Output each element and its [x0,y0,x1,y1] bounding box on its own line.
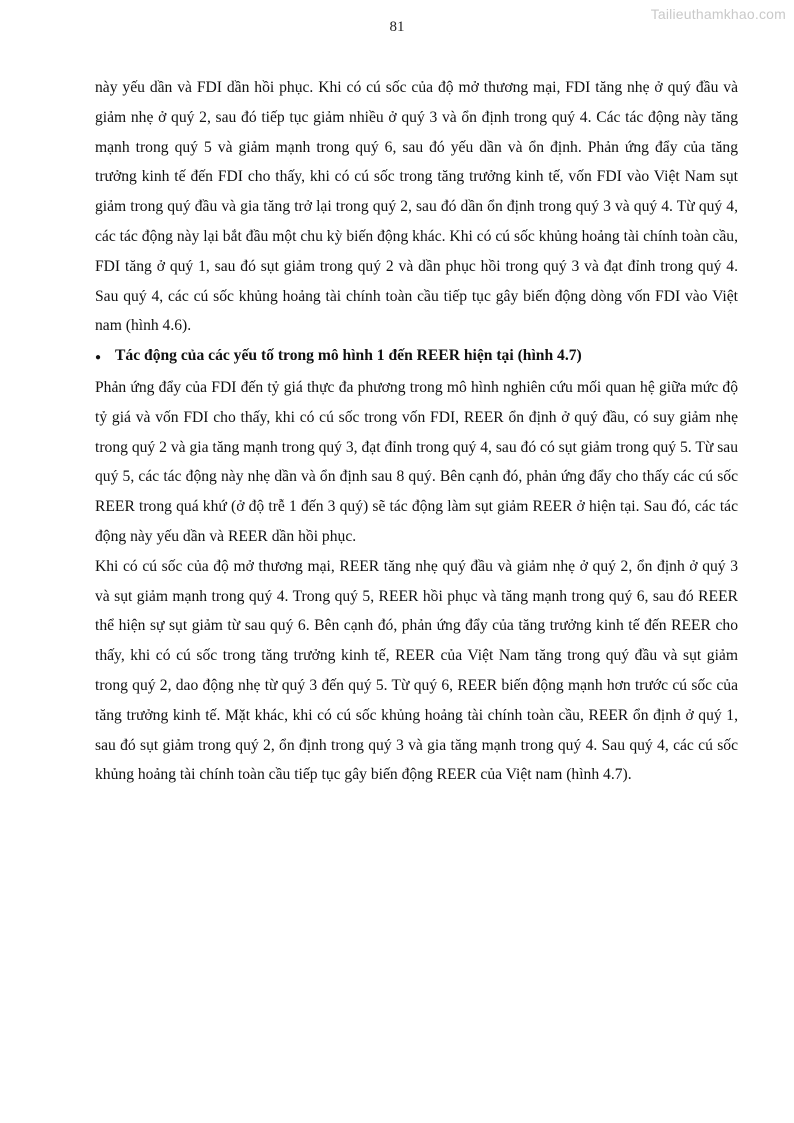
bullet-heading-text: Tác động của các yếu tố trong mô hình 1 đến REER hiện tại (hình 4.7) [115,347,582,365]
paragraph-reer-fdi-response: Phản ứng đẩy của FDI đến tỷ giá thực đa phương trong mô hình nghiên cứu mối quan hệ giữa mức độ tỷ giá và vốn FDI cho thấy, khi có cú sốc trong vốn FDI, REER ổn định ở quý đầu, có suy giảm nhẹ trong quý 2 và gia tăng mạnh trong quý 3, đạt đỉnh trong quý 4, sau đó có sụt giảm trong quý 5. Từ sau quý 5, các tác động này nhẹ dần và ổn định sau 8 quý. Bên cạnh đó, phản ứng đẩy cho thấy các cú sốc REER trong quá khứ (ở độ trễ 1 đến 3 quý) sẽ tác động làm sụt giảm REER ở hiện tại. Sau đó, các tác động này yếu dần và REER dần hồi phục. [95,378,738,545]
watermark-text: Tailieuthamkhao.com [650,6,786,22]
document-body [95,73,738,790]
paragraph-fdi-responses: này yếu dần và FDI dần hồi phục. Khi có cú sốc của độ mở thương mại, FDI tăng nhẹ ở quý đầu và giảm nhẹ ở quý 2, sau đó tiếp tục giảm nhiều ở quý 3 và ổn định trong quý 4. Các tác động này tăng mạnh trong quý 5 và giảm mạnh trong quý 6, sau đó yếu dần và ổn định. Phản ứng đẩy của tăng trưởng kinh tế đến FDI cho thấy, khi có cú sốc trong tăng trưởng kinh tế, vốn FDI vào Việt Nam sụt giảm trong quý đầu và gia tăng trở lại trong quý 2, sau đó dần ổn định trong quý 3 và quý 4. Từ quý 4, các tác động này lại bắt đầu một chu kỳ biến động khác. Khi có cú sốc khủng hoảng tài chính toàn cầu, FDI tăng ở quý 1, sau đó sụt giảm trong quý 2 và dần phục hồi trong quý 3 và đạt đỉnh trong quý 4. Sau quý 4, các cú sốc khủng hoảng tài chính toàn cầu tiếp tục gây biến động dòng vốn FDI vào Việt nam (hình 4.6). [95,79,738,335]
page-number: 81 [389,19,405,35]
bullet-dot-icon: ● [95,352,102,364]
section-bullet-heading [95,341,738,373]
paragraph-reer-trade-growth-crisis: Khi có cú sốc của độ mở thương mại, REER tăng nhẹ quý đầu và giảm nhẹ ở quý 2, ổn định ở quý 3 và sụt giảm mạnh trong quý 4. Trong quý 5, REER hồi phục và tăng mạnh trong quý 6, sau đó REER thể hiện sự sụt giảm từ sau quý 6. Bên cạnh đó, phản ứng đẩy của tăng trưởng kinh tế đến REER cho thấy, khi có cú sốc trong tăng trưởng kinh tế, REER của Việt Nam tăng trong quý đầu và sụt giảm trong quý 2, dao động nhẹ từ quý 3 đến quý 5. Từ quý 6, REER biến động mạnh hơn trước cú sốc của tăng trưởng kinh tế. Mặt khác, khi có cú sốc khủng hoảng tài chính toàn cầu, REER ổn định ở quý 1, sau đó sụt giảm trong quý 2, ổn định trong quý 3 và gia tăng mạnh trong quý 4. Sau quý 4, các cú sốc khủng hoảng tài chính toàn cầu tiếp tục gây biến động REER của Việt nam (hình 4.7). [95,557,738,784]
